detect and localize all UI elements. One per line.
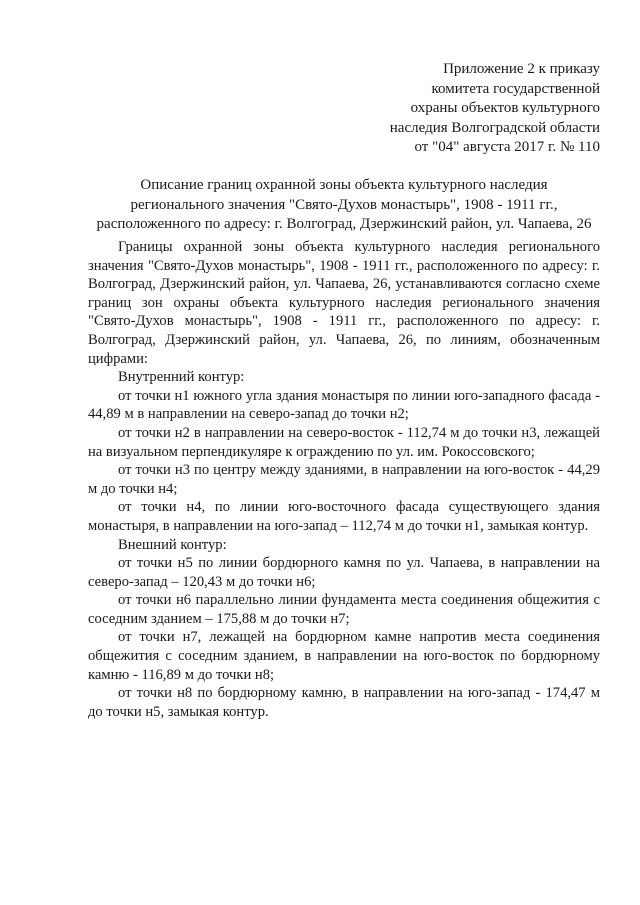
document-body: [88, 238, 600, 721]
approval-line: комитета государственной: [431, 80, 600, 97]
approval-line: наследия Волгоградской области: [389, 119, 600, 136]
intro-paragraph: Границы охранной зоны объекта культурного наследия регионального значения "Свято-Духов монастырь", 1908 - 1911 гг., расположенного по адресу: г. Волгоград, Дзержинский район, ул. Чапаева, 26, устанавливаются согласно схеме границ зон охраны объекта культурного наследия регионального значения "Свято-Духов монастырь", 1908 - 1911 гг., расположенного по адресу: г. Волгоград, Дзержинский район, ул. Чапаева, 26, по линиям, обозначенным цифрами:: [88, 239, 600, 367]
title-line: расположенного по адресу: г. Волгоград, Дзержинский район, ул. Чапаева, 26: [96, 216, 592, 232]
inner-contour-item: от точки н4, по линии юго-восточного фасада существующего здания монастыря, в направлении на юго-запад – 112,74 м до точки н1, замыкая контур.: [88, 499, 600, 534]
inner-contour-heading: Внутренний контур:: [118, 369, 245, 386]
approval-line: Приложение 2 к приказу: [443, 61, 600, 77]
outer-contour-item: от точки н7, лежащей на бордюрном камне напротив места соединения общежития с соседним зданием, в направлении на юго-восток по бордюрному камню - 116,89 м до точки н8;: [88, 629, 600, 683]
outer-contour-heading: Внешний контур:: [118, 536, 227, 553]
outer-contour-item: от точки н6 параллельно линии фундамента места соединения общежития с соседним зданием – 175,88 м до точки н7;: [88, 592, 600, 627]
approval-line: от "04" августа 2017 г. № 110: [414, 139, 600, 155]
document-title: [88, 176, 600, 235]
inner-contour-item: от точки н1 южного угла здания монастыря по линии юго-западного фасада - 44,89 м в направлении на северо-запад до точки н2;: [88, 387, 600, 423]
inner-contour-item: от точки н3 по центру между зданиями, в направлении на юго-восток - 44,29 м до точки н4;: [88, 462, 600, 497]
approval-line: охраны объектов культурного: [410, 100, 600, 116]
outer-contour-item: от точки н8 по бордюрному камню, в направлении на юго-запад - 174,47 м до точки н5, замыкая контур.: [88, 685, 600, 720]
approval-block: [340, 60, 600, 158]
outer-contour-item: от точки н5 по линии бордюрного камня по ул. Чапаева, в направлении на северо-запад – 120,43 м до точки н6;: [88, 555, 600, 590]
inner-contour-item: от точки н2 в направлении на северо-восток - 112,74 м до точки н3, лежащей на визуальном перпендикуляре к ограждению по ул. им. Рокоссовского;: [88, 424, 600, 460]
title-line: Описание границ охранной зоны объекта культурного наследия: [140, 177, 548, 193]
title-line: регионального значения "Свято-Духов монастырь", 1908 - 1911 гг.,: [130, 196, 558, 213]
